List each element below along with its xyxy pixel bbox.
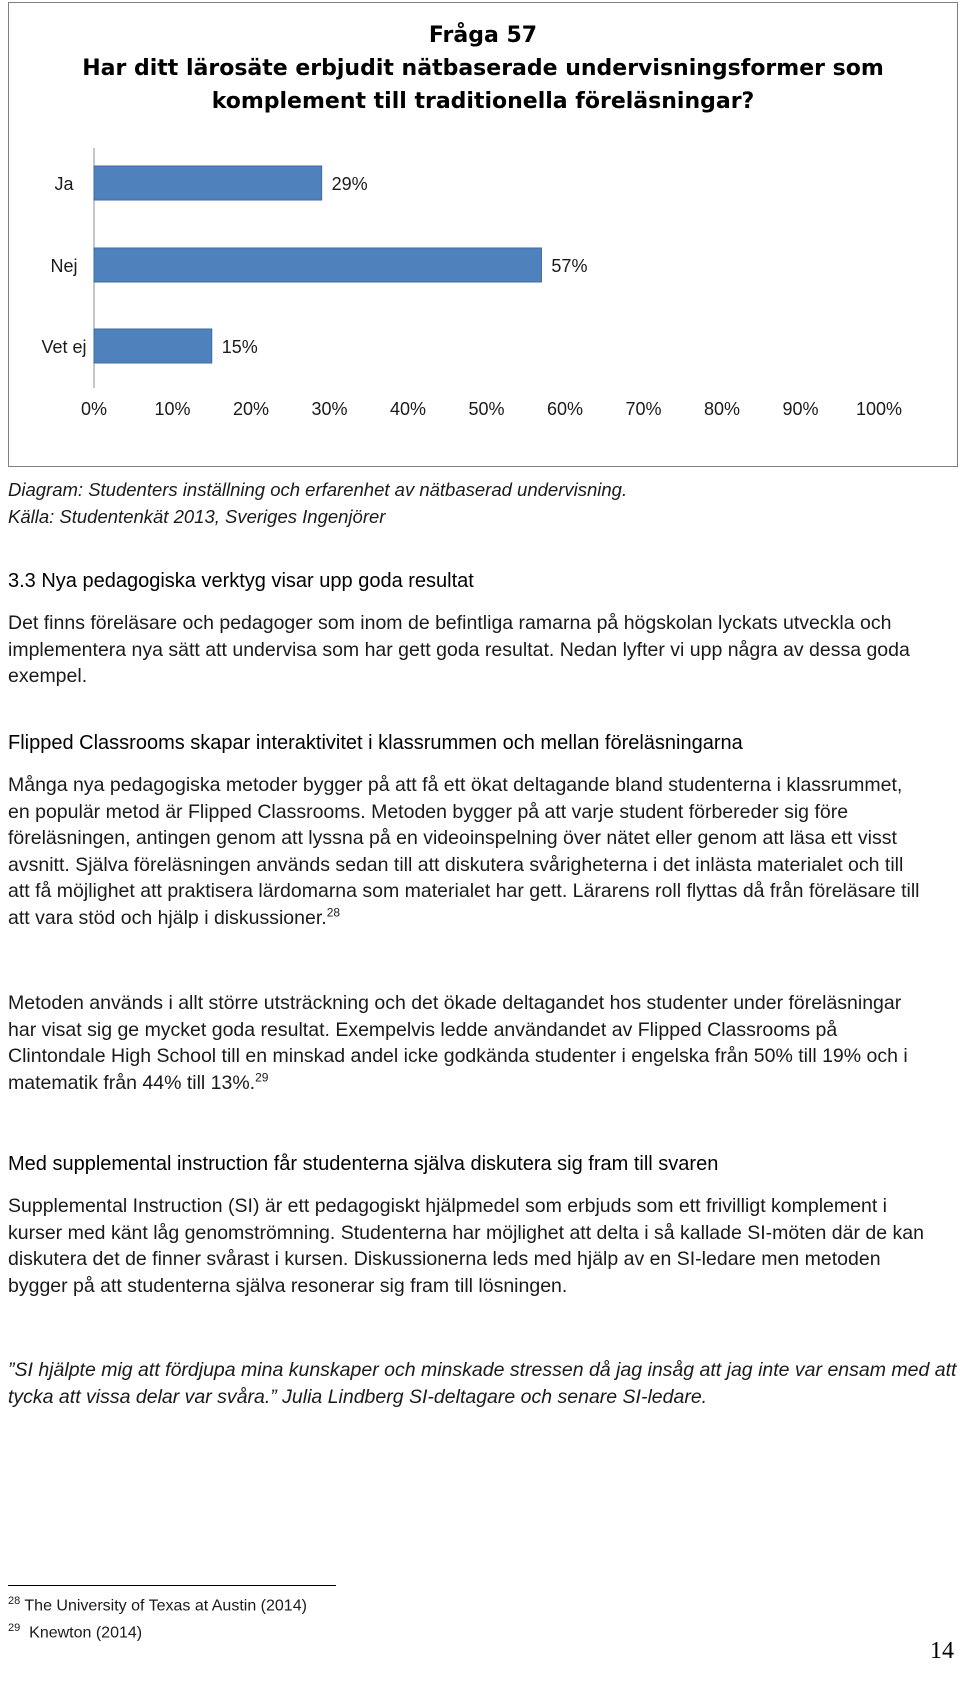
flipped-heading: Flipped Classrooms skapar interaktivitet i klassrummen och mellan föreläsningarna [8, 732, 743, 754]
si-quote: ”SI hjälpte mig att fördjupa mina kunskaper och minskade stressen då jag insåg att jag inte var ensam med att tycka att vissa delar var svåra.” Julia Lindberg SI-deltagare och senare SI-ledare. [8, 1359, 957, 1408]
chart-container [8, 2, 958, 467]
flipped-paragraph-2 [8, 990, 928, 1096]
chart-title-line2: Har ditt lärosäte erbjudit nätbaserade undervisningsformer som [82, 56, 884, 81]
x-tick-label: 70% [625, 399, 662, 419]
footnote-29 [8, 1617, 307, 1644]
data-label: 57% [551, 256, 588, 276]
footnote-ref-29[interactable]: 29 [255, 1070, 269, 1084]
x-tick-label: 20% [232, 399, 270, 419]
bar-vet-ej [94, 329, 212, 363]
chart-caption [8, 476, 627, 530]
bar-ja [94, 166, 322, 200]
caption-line1: Diagram: Studenters inställning och erfarenhet av nätbaserad undervisning. [8, 479, 628, 500]
section-heading: 3.3 Nya pedagogiska verktyg visar upp goda resultat [8, 570, 474, 592]
bar-chart [9, 3, 957, 466]
flipped-paragraph-1 [8, 772, 928, 931]
x-tick-label: 0% [80, 399, 108, 419]
chart-title-line3: komplement till traditionella föreläsningar? [211, 89, 755, 114]
flipped-p1-text: Många nya pedagogiska metoder bygger på att få ett ökat deltagande bland studenterna i klassrummet, en populär metod är Flipped Classrooms. Metoden bygger på att varje student förbereder sig före föreläsningen, antingen genom att lyssna på en videoinspelning över nätet eller genom att läsa ett visst avsnitt. Själva föreläsningen används sedan till att diskutera svårigheterna i det inlästa materialet och till att få möjlighet att praktisera lärdomarna som materialet har gett. Lärarens roll flyttas då från föreläsare till att vara stöd och hjälp i diskussioner. [8, 774, 920, 929]
x-tick-label: 80% [703, 399, 741, 419]
category-label: Ja [54, 174, 74, 194]
x-tick-label: 50% [468, 399, 505, 419]
section-intro: Det finns föreläsare och pedagoger som inom de befintliga ramarna på högskolan lyckats utveckla och implementera nya sätt att undervisa som har gett goda resultat. Nedan lyfter vi upp några av dessa goda exempel. [8, 612, 910, 687]
data-label: 15% [221, 337, 258, 357]
footnote-divider [8, 1585, 336, 1586]
chart-title-line1: Fråga 57 [428, 23, 538, 48]
category-label: Nej [50, 256, 78, 276]
x-tick-label: 90% [782, 399, 819, 419]
si-paragraph: Supplemental Instruction (SI) är ett pedagogiskt hjälpmedel som erbjuds som ett frivilligt komplement i kurser med känt låg genomströmning. Studenterna har möjlighet att delta i så kallade SI-möten där de kan diskutera det de finner svårast i kursen. Diskussionerna leds med hjälp av en SI-ledare men metoden bygger på att studenterna själva resonerar sig fram till lösningen. [8, 1195, 924, 1297]
caption-line2: Källa: Studentenkät 2013, Sveriges Ingenjörer [8, 506, 386, 527]
x-tick-label: 40% [389, 399, 427, 419]
flipped-p2-text: Metoden används i allt större utsträckning och det ökade deltagandet hos studenter under föreläsningar har visat sig ge mycket goda resultat. Exempelvis ledde användandet av Flipped Classrooms på Clintondale High School till en minskad andel icke godkända studenter i engelska från 50% till 19% och i matematik från 44% till 13%. [8, 992, 908, 1094]
footnote-28 [8, 1590, 307, 1617]
page-number: 14 [930, 1638, 954, 1664]
footnote-number: 28 [8, 1595, 21, 1607]
si-heading: Med supplemental instruction får studenterna själva diskutera sig fram till svaren [8, 1153, 719, 1175]
category-label: Vet ej [41, 337, 87, 357]
data-label: 29% [331, 174, 368, 194]
x-tick-label: 100% [855, 399, 903, 419]
footnotes [8, 1590, 307, 1645]
x-tick-label: 60% [546, 399, 584, 419]
x-tick-label: 10% [154, 399, 191, 419]
footnote-text: Knewton (2014) [29, 1624, 143, 1642]
x-tick-label: 30% [311, 399, 348, 419]
footnote-text: The University of Texas at Austin (2014) [24, 1597, 307, 1615]
footnote-number: 29 [8, 1622, 21, 1635]
footnote-ref-28[interactable]: 28 [326, 905, 341, 919]
bar-nej [94, 248, 541, 282]
